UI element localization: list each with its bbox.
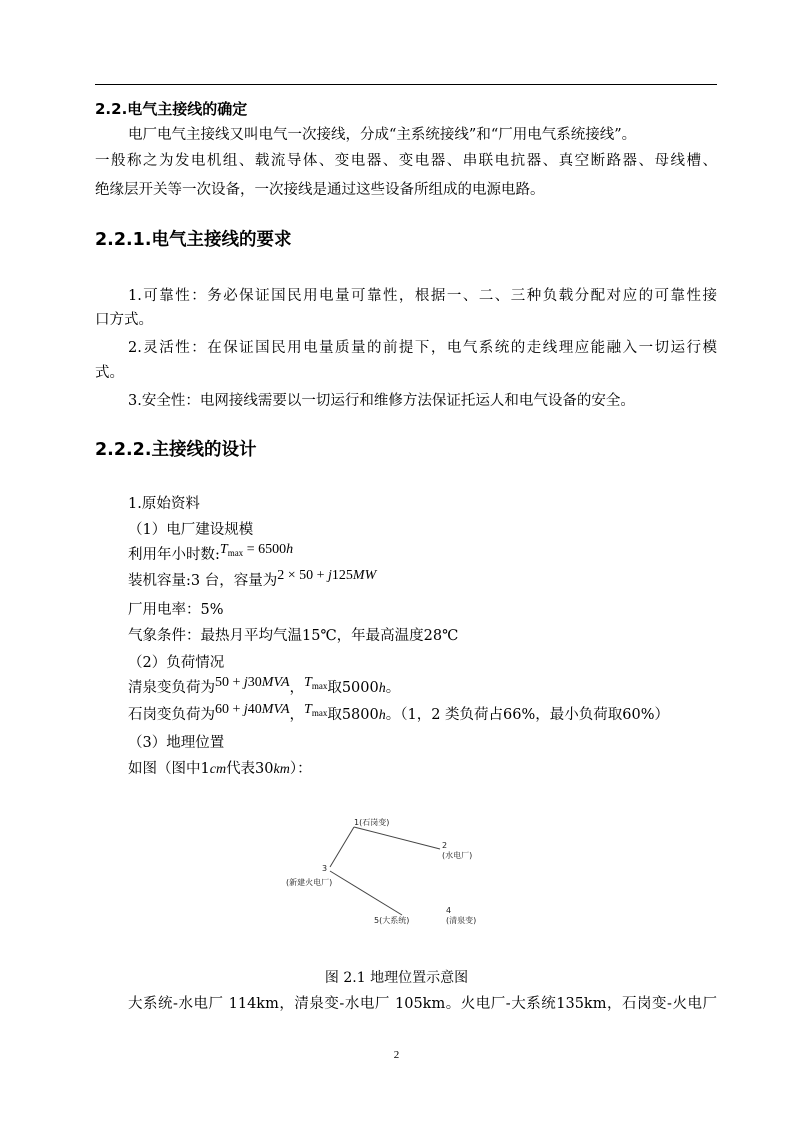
label: 代表30 — [226, 761, 274, 777]
data-line: 气象条件：最热月平均气温15℃，年最高温度28℃ — [128, 628, 459, 644]
formula-symbol: j — [243, 675, 248, 690]
take-value: 取5000 — [327, 680, 379, 696]
load-line — [128, 702, 669, 729]
formula-value: = 6500 — [243, 542, 287, 557]
data-line: 厂用电率：5% — [128, 602, 224, 618]
formula-unit: MVA — [261, 702, 290, 717]
label: 石岗变负荷为 — [128, 707, 215, 723]
subsection-title: 2.2.2.主接线的设计 — [95, 440, 257, 460]
unit: h — [378, 708, 386, 723]
formula-subscript: max — [311, 708, 328, 718]
formula-symbol: T — [304, 702, 312, 717]
requirement-item: 3.安全性：电网接线需要以一切运行和维修方法保证托运人和电气设备的安全。 — [128, 393, 635, 409]
line-end: 。（1，2 类负荷占66%，最小负荷取60%） — [385, 707, 669, 723]
node-3-number: 3 — [322, 864, 328, 873]
formula — [304, 675, 327, 690]
formula-unit: h — [286, 542, 294, 557]
figure-caption: 图 2.1 地理位置示意图 — [324, 970, 469, 986]
requirement-item-cont: 式。 — [95, 365, 124, 381]
label: ）： — [289, 761, 312, 777]
formula — [215, 702, 290, 717]
label: 装机容量:3 台，容量为 — [128, 573, 278, 589]
data-line: （1）电厂建设规模 — [128, 522, 254, 538]
header-rule — [95, 84, 717, 85]
formula-unit: MW — [352, 568, 377, 583]
load-line — [128, 675, 401, 702]
data-line: （2）负荷情况 — [128, 655, 225, 671]
requirement-item-cont: 口方式。 — [95, 312, 153, 328]
label: 如图（图中1 — [128, 761, 210, 777]
link-3-5 — [330, 871, 402, 915]
formula-part: 60 + — [215, 702, 244, 717]
node-5-label: 5(大系统) — [374, 916, 410, 925]
formula-subscript: max — [227, 548, 244, 558]
section-title: 2.2.电气主接线的确定 — [95, 100, 248, 118]
subsection-title: 2.2.1.电气主接线的要求 — [95, 230, 292, 250]
formula-part: 40 — [247, 702, 262, 717]
formula-unit: MVA — [261, 675, 290, 690]
paragraph-line: 绝缘层开关等一次设备，一次接线是通过这些设备所组成的电源电路。 — [95, 182, 545, 198]
unit: km — [273, 762, 290, 777]
formula-part: 2 × 50 + — [277, 568, 329, 583]
node-1-label: 1(石岗变) — [354, 818, 390, 827]
label: 清泉变负荷为 — [128, 680, 215, 696]
data-line: 1.原始资料 — [128, 496, 200, 512]
requirement-item: 2.灵活性：在保证国民用电量质量的前提下，电气系统的走线理应能融入一切运行模 — [128, 340, 717, 356]
link-1-2 — [354, 827, 440, 849]
comma: ， — [289, 680, 305, 696]
label: 利用年小时数: — [128, 547, 220, 563]
paragraph-line: 电厂电气主接线又叫电气一次接线，分成“主系统接线”和“厂用电气系统接线”。 — [128, 127, 637, 143]
line-end: 。 — [385, 680, 401, 696]
paragraph-line: 一般称之为发电机组、载流导体、变电器、变电器、串联电抗器、真空断路器、母线槽、 — [95, 153, 717, 169]
formula — [304, 702, 327, 717]
requirement-item: 1.可靠性：务必保证国民用电量可靠性，根据一、二、三种负载分配对应的可靠性接 — [128, 288, 717, 304]
annual-hours-line — [128, 542, 294, 569]
formula-subscript: max — [311, 681, 328, 691]
link-1-3 — [330, 827, 354, 867]
unit: cm — [209, 762, 227, 777]
comma: ， — [289, 707, 305, 723]
formula-part: 125 — [331, 568, 353, 583]
formula — [220, 542, 293, 557]
formula — [215, 675, 290, 690]
node-4-label: (清泉变) — [446, 916, 477, 925]
capacity-line — [128, 568, 377, 592]
node-2-label: (水电厂) — [442, 851, 473, 860]
formula-symbol: j — [328, 568, 332, 583]
take-value: 取5800 — [327, 707, 379, 723]
location-diagram — [270, 805, 510, 940]
node-2-number: 2 — [442, 841, 448, 850]
formula-part: 30 — [247, 675, 262, 690]
formula-symbol: T — [304, 675, 312, 690]
paragraph-line: 大系统-水电厂 114km，清泉变-水电厂 105km。火电厂-大系统135km，石岗变-火电厂 — [128, 996, 717, 1012]
formula-part: 50 + — [215, 675, 244, 690]
map-scale-line — [128, 759, 312, 780]
unit: h — [378, 681, 386, 696]
page-number: 2 — [393, 1049, 400, 1061]
formula-symbol: T — [219, 542, 228, 557]
node-4-number: 4 — [446, 906, 452, 915]
formula — [277, 568, 376, 583]
data-line: （3）地理位置 — [128, 735, 225, 751]
formula-symbol: j — [243, 702, 248, 717]
node-3-label: (新建火电厂) — [286, 878, 333, 887]
